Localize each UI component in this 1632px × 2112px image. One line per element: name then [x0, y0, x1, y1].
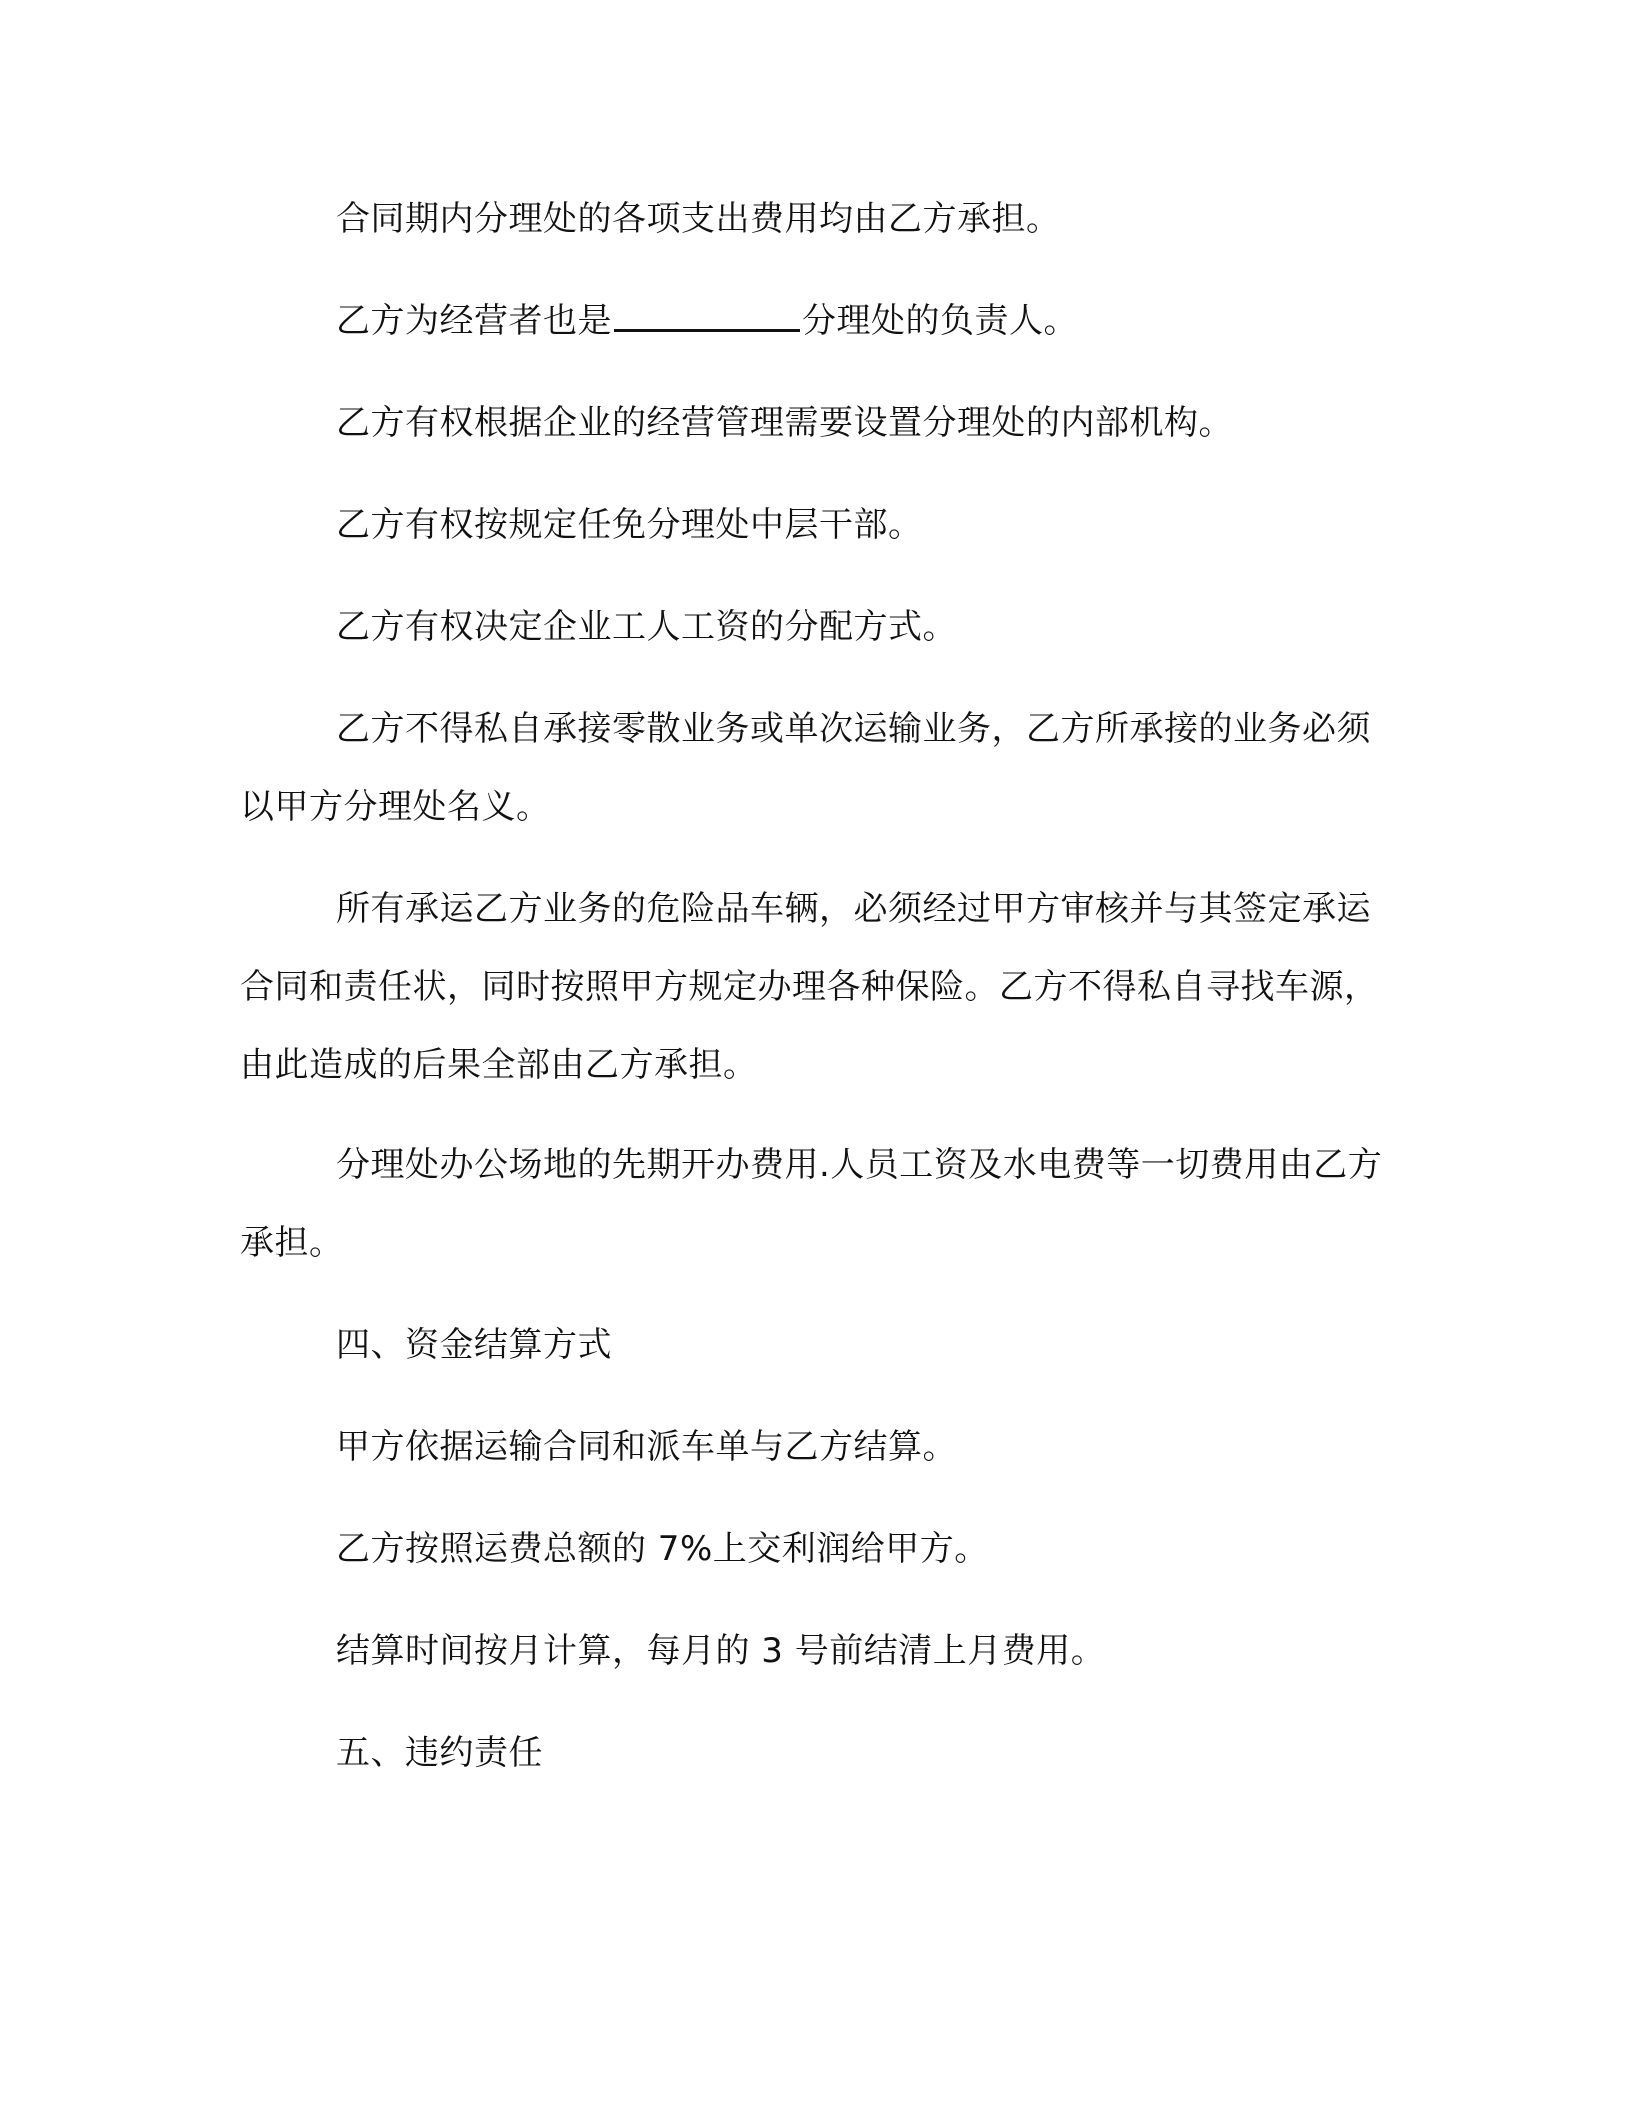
paragraph-hazardous-vehicles: 所有承运乙方业务的危险品车辆，必须经过甲方审核并与其签定承运合同和责任状，同时按照甲方规定办理各种保险。乙方不得私自寻找车源，由此造成的后果全部由乙方承担。 — [240, 889, 1379, 1085]
paragraph-settlement-time: 结算时间按月计算，每月的 3 号前结清上月费用。 — [336, 1631, 1106, 1671]
paragraph-expenses: 合同期内分理处的各项支出费用均由乙方承担。 — [336, 199, 1061, 239]
paragraph-internal-structure: 乙方有权根据企业的经营管理需要设置分理处的内部机构。 — [336, 403, 1233, 443]
section-heading-liability: 五、违约责任 — [336, 1733, 543, 1773]
paragraph-appoint-managers: 乙方有权按规定任免分理处中层干部。 — [336, 505, 923, 545]
blank-line-suffix: 分理处的负责人。 — [802, 301, 1078, 341]
blank-line-prefix: 乙方为经营者也是 — [336, 301, 612, 341]
paragraph-profit-share: 乙方按照运费总额的 7%上交利润给甲方。 — [336, 1529, 989, 1569]
paragraph-office-costs: 分理处办公场地的先期开办费用.人员工资及水电费等一切费用由乙方承担。 — [240, 1145, 1383, 1263]
paragraph-settlement-basis: 甲方依据运输合同和派车单与乙方结算。 — [336, 1427, 957, 1467]
paragraph-business-restriction: 乙方不得私自承接零散业务或单次运输业务，乙方所承接的业务必须以甲方分理处名义。 — [240, 709, 1371, 827]
section-heading-settlement: 四、资金结算方式 — [336, 1325, 612, 1365]
paragraph-responsible-person — [240, 282, 1388, 360]
paragraph-wage-distribution: 乙方有权决定企业工人工资的分配方式。 — [336, 607, 957, 647]
fill-in-blank[interactable] — [614, 297, 800, 332]
